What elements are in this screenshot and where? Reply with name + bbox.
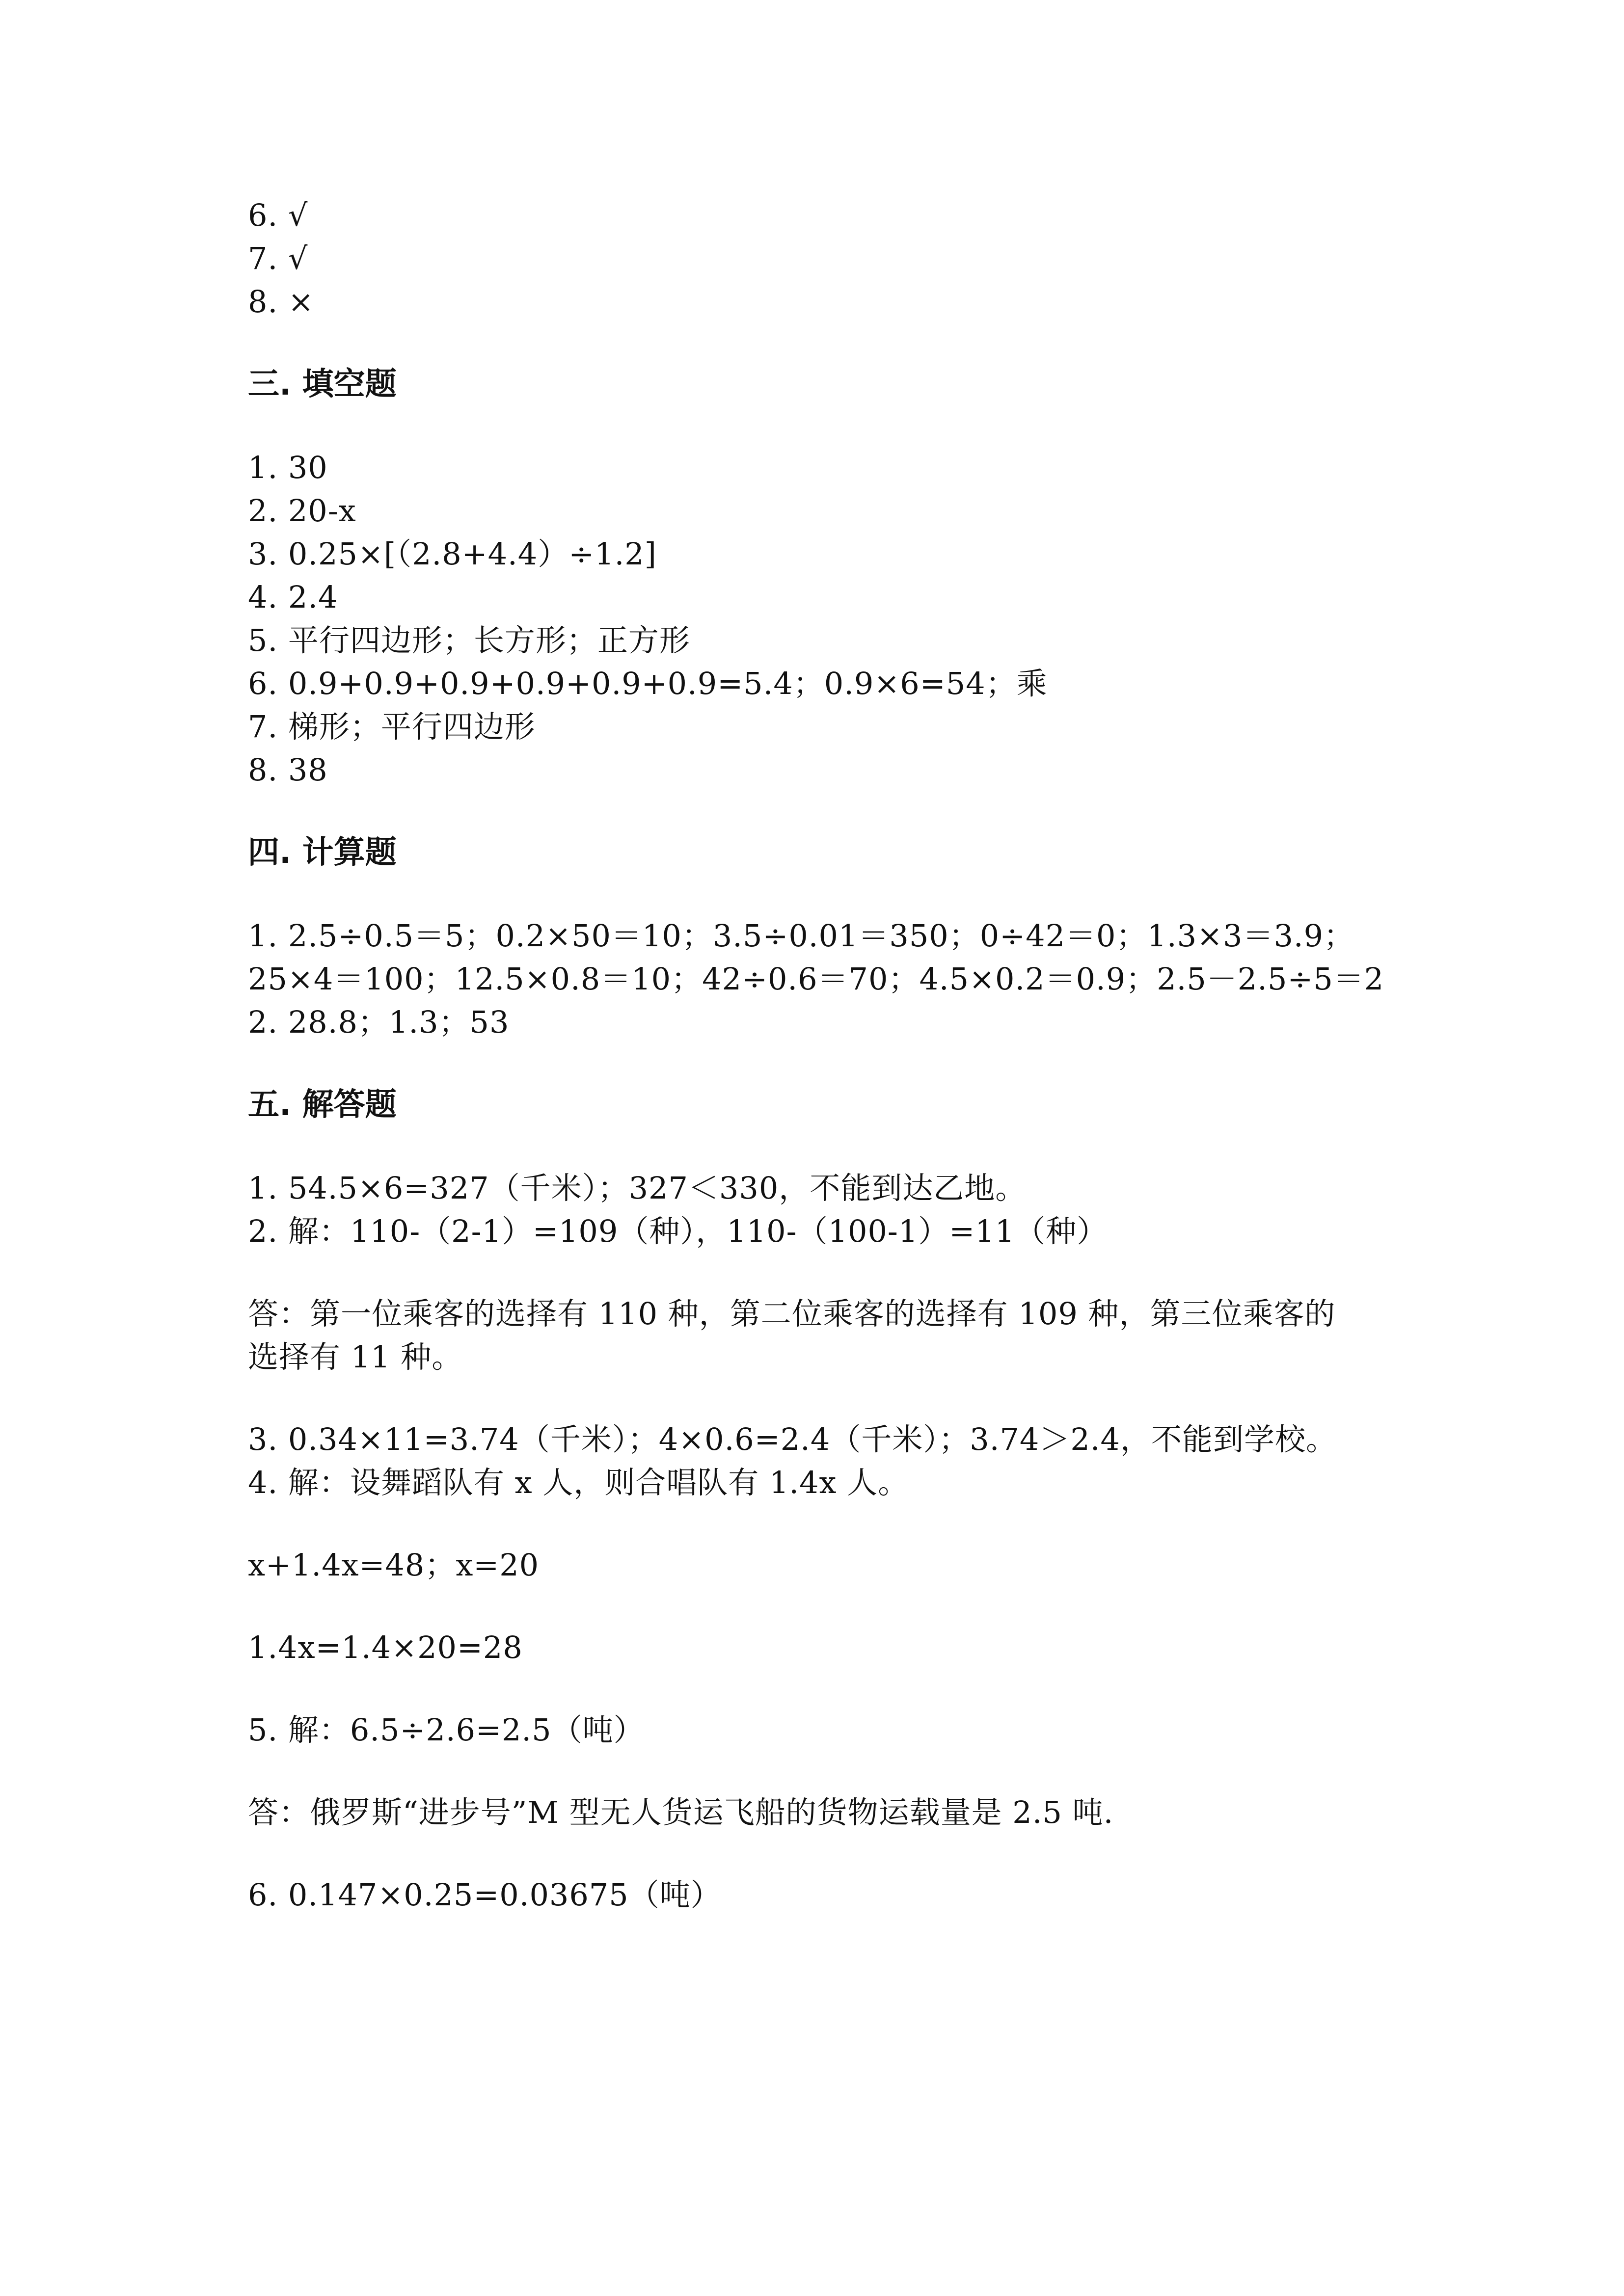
fill-item-4: 4. 2.4 [248, 579, 338, 615]
fill-item-8: 8. 38 [248, 752, 328, 788]
fill-item-1: 1. 30 [248, 450, 328, 485]
answer-item-1: 1. 54.5×6=327（千米）；327＜330，不能到达乙地。 [248, 1170, 1027, 1206]
answer-item-6: 6. 0.147×0.25=0.03675（吨） [248, 1877, 722, 1913]
fill-item-7: 7. 梯形；平行四边形 [248, 709, 536, 745]
answer-item-4-equation-1: x+1.4x=48；x=20 [248, 1547, 540, 1583]
fill-item-6: 6. 0.9+0.9+0.9+0.9+0.9+0.9=5.4；0.9×6=54；乘 [248, 666, 1048, 701]
fill-item-3: 3. 0.25×[（2.8+4.4）÷1.2] [248, 536, 657, 572]
judge-item-8: 8. × [248, 284, 314, 320]
fill-in-list [248, 446, 1402, 792]
answer-item-2-conclusion [248, 1292, 1402, 1379]
answer-item-4-equation-2: 1.4x=1.4×20=28 [248, 1629, 523, 1665]
fill-item-5: 5. 平行四边形；长方形；正方形 [248, 622, 690, 658]
page-content [248, 194, 1402, 1917]
answer-item-4: 4. 解：设舞蹈队有 x 人，则合唱队有 1.4x 人。 [248, 1465, 909, 1500]
answer-item-5: 5. 解：6.5÷2.6=2.5（吨） [248, 1712, 645, 1748]
answer-item-2-conclusion-line-2: 选择有 11 种。 [248, 1339, 463, 1375]
judge-item-6: 6. √ [248, 197, 308, 233]
answer-item-2-conclusion-line-1: 答：第一位乘客的选择有 110 种，第二位乘客的选择有 109 种，第三位乘客的 [248, 1296, 1336, 1332]
section-heading-calculation: 四. 计算题 [248, 834, 397, 871]
answer-item-3: 3. 0.34×11=3.74（千米）；4×0.6=2.4（千米）；3.74＞2.4，不能到学校。 [248, 1421, 1337, 1457]
calc-item-2: 2. 28.8；1.3；53 [248, 1004, 510, 1040]
fill-item-2: 2. 20-x [248, 493, 356, 529]
judge-item-7: 7. √ [248, 240, 308, 276]
answer-item-5-conclusion: 答：俄罗斯“进步号”M 型无人货运飞船的货物运载量是 2.5 吨. [248, 1794, 1114, 1830]
section-heading-fill-in: 三. 填空题 [248, 366, 397, 402]
calc-item-1-line-2: 25×4＝100；12.5×0.8＝10；42÷0.6＝70；4.5×0.2＝0.9；2.5－2.5÷5＝2 [248, 961, 1384, 997]
section-heading-problem-solving: 五. 解答题 [248, 1087, 397, 1123]
calculation-list [248, 914, 1402, 1044]
problem-solving-list [248, 1167, 1402, 1917]
calc-item-1-line-1: 1. 2.5÷0.5＝5；0.2×50＝10；3.5÷0.01＝350；0÷42＝0；1.3×3＝3.9； [248, 918, 1355, 954]
answer-item-2: 2. 解：110-（2-1）=109（种），110-（100-1）=11（种） [248, 1213, 1108, 1249]
